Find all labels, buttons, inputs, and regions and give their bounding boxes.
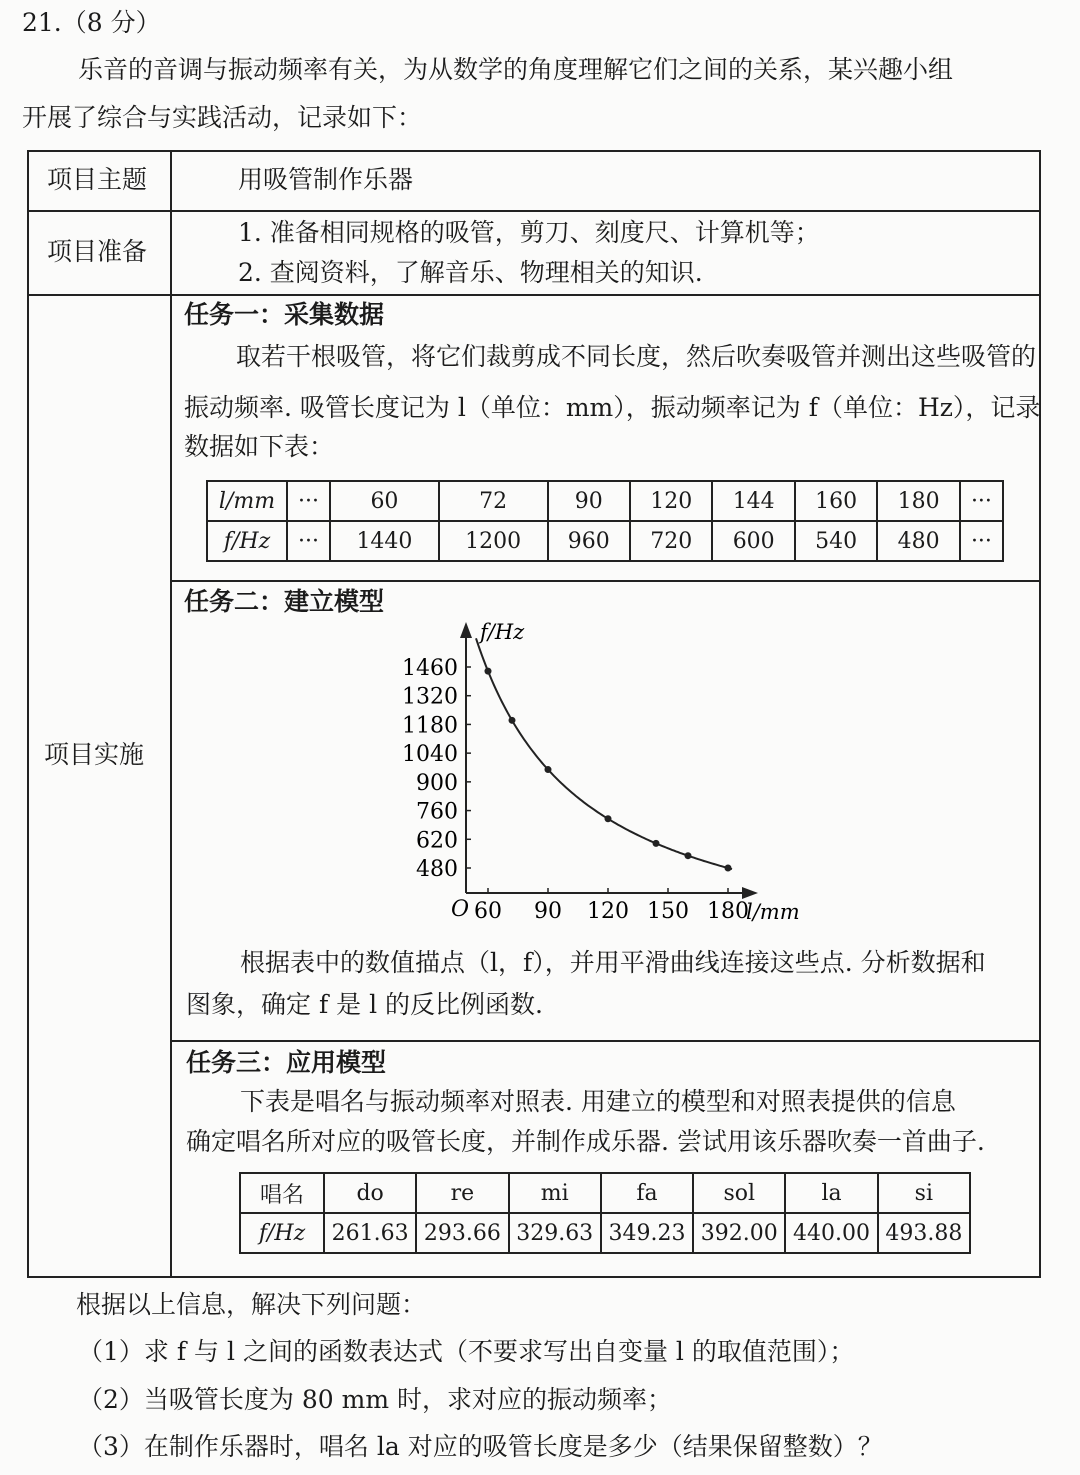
inverse-curve <box>476 638 732 869</box>
y-tick-label: 1040 <box>402 742 458 768</box>
l-cell: ··· <box>287 481 330 521</box>
question-3: （3）在制作乐器时，唱名 la 对应的吸管长度是多少（结果保留整数）？ <box>78 1432 883 1461</box>
theme-label: 项目主题 <box>47 165 148 194</box>
data-point <box>485 668 492 675</box>
f-cell: 480 <box>877 521 959 561</box>
x-axis-arrow <box>742 887 758 899</box>
l-cell: 90 <box>548 481 630 521</box>
task3-line2: 确定唱名所对应的吸管长度，并制作成乐器. 尝试用该乐器吹奏一首曲子. <box>186 1127 985 1156</box>
f-cell: 540 <box>795 521 877 561</box>
f-cell: ··· <box>960 521 1003 561</box>
note-name: si <box>878 1173 970 1213</box>
prep-item-2: 2. 查阅资料，了解音乐、物理相关的知识. <box>238 258 703 287</box>
note-name: la <box>785 1173 877 1213</box>
f-cell: 1200 <box>439 521 548 561</box>
note-freq: 440.00 <box>785 1213 877 1253</box>
data-point <box>685 852 692 859</box>
note-freq: 261.63 <box>324 1213 416 1253</box>
x-tick-label: 180 <box>707 899 749 924</box>
note-table <box>239 1172 971 1254</box>
y-tick-label: 1180 <box>402 713 458 739</box>
impl-label: 项目实施 <box>44 740 145 769</box>
x-tick-label: 90 <box>534 899 562 924</box>
prep-label: 项目准备 <box>47 237 148 266</box>
row-name-header: 唱名 <box>240 1173 324 1213</box>
theme-value: 用吸管制作乐器 <box>238 165 414 194</box>
y-tick-label: 1320 <box>402 684 458 710</box>
l-cell: 72 <box>439 481 548 521</box>
y-axis-label: f/Hz <box>480 620 525 644</box>
table-row-freqs <box>240 1213 970 1253</box>
note-name: do <box>324 1173 416 1213</box>
y-axis-arrow <box>460 622 472 638</box>
y-tick-label: 620 <box>416 828 458 854</box>
intro-line-1: 乐音的音调与振动频率有关，为从数学的角度理解它们之间的关系，某兴趣小组 <box>78 55 954 84</box>
f-cell: ··· <box>287 521 330 561</box>
y-tick-label: 480 <box>416 857 458 882</box>
question-1: （1）求 f 与 l 之间的函数表达式（不要求写出自变量 l 的取值范围）； <box>78 1337 855 1366</box>
question-2: （2）当吸管长度为 80 mm 时，求对应的振动频率； <box>78 1385 672 1414</box>
x-tick-label: 120 <box>587 899 629 924</box>
data-point <box>653 840 660 847</box>
task2-line2: 图象，确定 f 是 l 的反比例函数. <box>186 990 543 1019</box>
task3-title: 任务三：应用模型 <box>186 1048 387 1077</box>
note-freq: 392.00 <box>693 1213 785 1253</box>
x-tick-label: 150 <box>647 899 689 924</box>
question-number: 21. <box>22 8 62 37</box>
prep-item-1: 1. 准备相同规格的吸管，剪刀、刻度尺、计算机等； <box>238 218 820 247</box>
data-point <box>509 717 516 724</box>
note-freq: 329.63 <box>509 1213 601 1253</box>
task3-line1: 下表是唱名与振动频率对照表. 用建立的模型和对照表提供的信息 <box>240 1087 956 1116</box>
task1-line1: 取若干根吸管，将它们裁剪成不同长度，然后吹奏吸管并测出这些吸管的 <box>236 342 1037 371</box>
l-cell: 60 <box>330 481 439 521</box>
task1-line2: 振动频率. 吸管长度记为 l（单位：mm），振动频率记为 f（单位：Hz），记录 <box>184 393 1041 422</box>
data-point <box>725 865 732 872</box>
table-row-names <box>240 1173 970 1213</box>
questions-intro: 根据以上信息，解决下列问题： <box>76 1290 427 1319</box>
data-point <box>545 766 552 773</box>
note-name: sol <box>693 1173 785 1213</box>
l-cell: ··· <box>960 481 1003 521</box>
y-tick-label: 900 <box>416 770 458 796</box>
f-cell: 1440 <box>330 521 439 561</box>
l-cell: 160 <box>795 481 877 521</box>
origin-label: O <box>451 897 470 922</box>
note-name: mi <box>509 1173 601 1213</box>
note-name: re <box>416 1173 508 1213</box>
task1-title: 任务一：采集数据 <box>184 300 385 329</box>
note-freq: 349.23 <box>601 1213 693 1253</box>
task1-line3: 数据如下表： <box>184 432 335 461</box>
x-axis-label: l/mm <box>746 900 800 924</box>
row-f-header: f/Hz <box>207 521 287 561</box>
data-point <box>605 815 612 822</box>
l-cell: 180 <box>877 481 959 521</box>
l-cell: 144 <box>712 481 794 521</box>
row-l-header: l/mm <box>207 481 287 521</box>
x-tick-label: 60 <box>474 899 502 924</box>
y-tick-label: 1460 <box>402 656 458 681</box>
l-cell: 120 <box>630 481 712 521</box>
y-tick-label: 760 <box>416 799 458 825</box>
note-freq: 493.88 <box>878 1213 970 1253</box>
task2-line1: 根据表中的数值描点（l，f），并用平滑曲线连接这些点. 分析数据和 <box>240 948 986 977</box>
intro-line-2: 开展了综合与实践活动，记录如下： <box>22 103 423 132</box>
row-freq-header: f/Hz <box>240 1213 324 1253</box>
f-cell: 600 <box>712 521 794 561</box>
f-cell: 720 <box>630 521 712 561</box>
question-score: （8 分） <box>61 8 161 37</box>
note-freq: 293.66 <box>416 1213 508 1253</box>
f-cell: 960 <box>548 521 630 561</box>
note-name: fa <box>601 1173 693 1213</box>
task2-title: 任务二：建立模型 <box>184 587 385 616</box>
